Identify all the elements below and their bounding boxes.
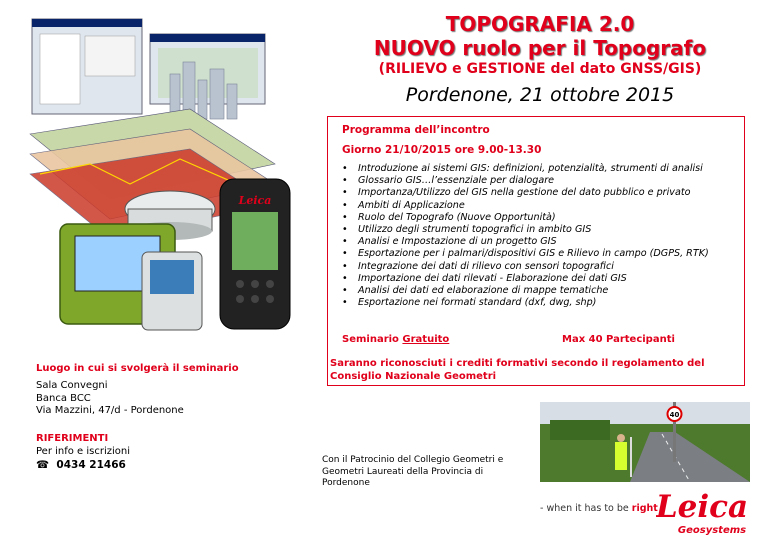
agenda-item-text: Ambiti di Applicazione: [358, 199, 465, 211]
references-info: Per info e iscrizioni: [36, 446, 131, 457]
bullet-icon: •: [342, 211, 348, 223]
subtitle: (RILIEVO e GESTIONE del dato GNSS/GIS): [378, 61, 702, 77]
credits-note: [330, 357, 730, 383]
seminar-free: [342, 334, 449, 345]
title-line-1: TOPOGRAFIA 2.0: [445, 12, 635, 36]
svg-text:Leica: Leica: [238, 194, 272, 207]
seminar-label: Seminario: [342, 334, 403, 345]
place-date: Pordenone, 21 ottobre 2015: [405, 84, 675, 106]
venue-line: Sala Convegni: [36, 380, 108, 391]
program-heading: Programma dell’incontro: [342, 124, 490, 136]
credits-line-1: Saranno riconosciuti i crediti formativi secondo il regolamento del: [330, 358, 705, 369]
agenda-item-text: Integrazione dei dati di rilievo con sensori topografici: [358, 260, 614, 272]
agenda-item: [330, 261, 742, 273]
agenda-item: [330, 248, 742, 260]
leica-logo-graphic: [656, 487, 748, 537]
agenda-item: [330, 297, 742, 309]
bullet-icon: •: [342, 248, 348, 260]
patronage-line: Geometri Laureati della Provincia di: [322, 466, 484, 477]
agenda-item: [330, 285, 742, 297]
agenda-item-text: Utilizzo degli strumenti topografici in ambito GIS: [358, 224, 592, 236]
bullet-icon: •: [342, 260, 348, 272]
agenda-item-text: Importazione dei dati rilevati - Elaborazione dei dati GIS: [358, 272, 627, 284]
agenda-item: [330, 224, 742, 236]
bullet-icon: •: [342, 236, 348, 248]
venue-address: [36, 380, 184, 418]
agenda-item: [330, 175, 742, 187]
agenda-item: [330, 163, 742, 175]
agenda-item: [330, 212, 742, 224]
tagline-prefix: - when it has to be: [540, 503, 632, 514]
logo-text: Leica: [656, 489, 748, 525]
agenda-item-text: Analisi e Impostazione di un progetto GIS: [358, 236, 557, 248]
phone-number: [36, 459, 126, 471]
field-survey-photo: [540, 402, 750, 482]
references-heading: RIFERIMENTI: [36, 433, 109, 444]
location-heading: Luogo in cui si svolgerà il seminario: [36, 363, 239, 374]
agenda-item: [330, 187, 742, 199]
logo-sub: Geosystems: [677, 525, 747, 536]
credits-line-2: Consiglio Nazionale Geometri: [330, 371, 497, 382]
bullet-icon: •: [342, 199, 348, 211]
agenda-item: [330, 236, 742, 248]
agenda-item-text: Ruolo del Topografo (Nuove Opportunità): [358, 211, 556, 223]
road-survey-image: [540, 402, 750, 482]
agenda-list: [330, 163, 742, 309]
bullet-icon: •: [342, 285, 348, 297]
venue-line: Banca BCC: [36, 392, 91, 404]
agenda-item-text: Esportazione nei formati standard (dxf, dwg, shp): [358, 297, 597, 309]
agenda-item-text: Introduzione ai sistemi GIS: definizioni, potenzialità, strumenti di analisi: [358, 163, 703, 174]
bullet-icon: •: [342, 187, 348, 199]
bullet-icon: •: [342, 163, 348, 174]
bullet-icon: •: [342, 297, 348, 309]
gis-devices-graphic: [20, 14, 320, 334]
max-participants: Max 40 Partecipanti: [562, 334, 675, 345]
phone-text: 0434 21466: [56, 459, 126, 471]
venue-line: Via Mazzini, 47/d - Pordenone: [36, 405, 184, 416]
patronage-line: Pordenone: [322, 478, 370, 488]
agenda-item-text: Glossario GIS…l’essenziale per dialogare: [358, 175, 555, 187]
agenda-item-text: Importanza/Utilizzo del GIS nella gestione del dato pubblico e privato: [358, 187, 691, 199]
title-line-2: NUOVO ruolo per il Topografo: [373, 36, 707, 60]
patronage-line: Con il Patrocinio del Collegio Geometri e: [322, 455, 504, 465]
seminar-free-label: Gratuito: [402, 334, 450, 345]
tagline-highlight: right: [631, 503, 658, 514]
brand-tagline: [540, 503, 658, 514]
bullet-icon: •: [342, 175, 348, 187]
program-date: Giorno 21/10/2015 ore 9.00-13.30: [342, 144, 542, 156]
agenda-item-text: Analisi dei dati ed elaborazione di mappe tematiche: [358, 285, 609, 297]
bullet-icon: •: [342, 224, 348, 236]
phone-icon: ☎: [36, 459, 50, 471]
hero-illustration: [20, 14, 320, 334]
patronage-note: [322, 455, 522, 490]
agenda-item: [330, 200, 742, 212]
leica-logo: [656, 487, 748, 537]
bullet-icon: •: [342, 272, 348, 284]
agenda-item-text: Esportazione per i palmari/dispositivi GIS e Rilievo in campo (DGPS, RTK): [358, 248, 709, 260]
speed-sign: 40: [669, 411, 680, 419]
agenda-item: [330, 273, 742, 285]
